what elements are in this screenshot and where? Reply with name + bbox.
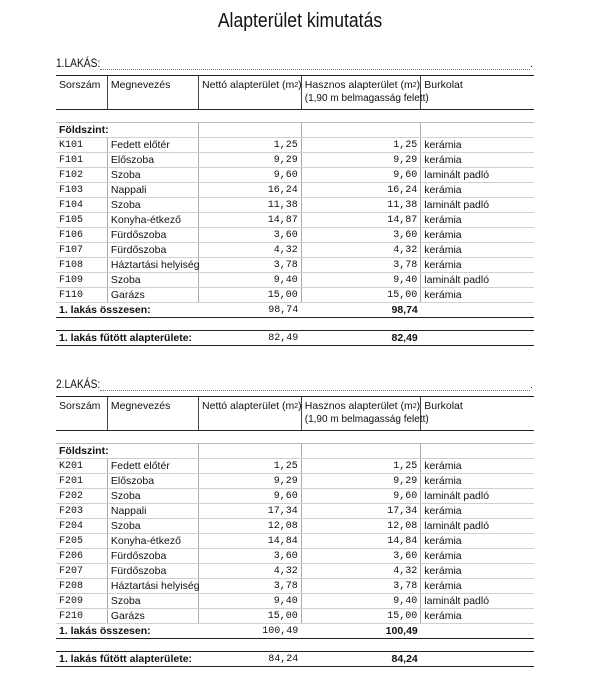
header-sorszam: Sorszám [56, 397, 107, 431]
room-name: Szoba [107, 489, 198, 504]
table-row [56, 474, 534, 489]
room-hasznos: 15,00 [301, 609, 421, 624]
room-code: F207 [56, 564, 107, 579]
heated-area-row [56, 331, 534, 346]
floor-row [56, 444, 534, 459]
spacer-cell [301, 431, 421, 444]
apartment-2-section [56, 377, 534, 667]
spacer-cell [107, 318, 198, 331]
spacer-cell [199, 431, 302, 444]
room-hasznos: 17,34 [301, 504, 421, 519]
room-name: Fürdőszoba [107, 228, 198, 243]
section-label-line [56, 56, 534, 70]
room-netto: 4,32 [199, 564, 302, 579]
room-netto: 3,78 [199, 579, 302, 594]
room-netto: 17,34 [199, 504, 302, 519]
squared-superscript: 2 [412, 82, 417, 89]
total-label: 1. lakás összesen: [56, 624, 199, 639]
room-burkolat: kerámia [421, 288, 534, 303]
squared-superscript: 2 [294, 82, 299, 89]
spacer-cell [421, 639, 534, 652]
header-netto-close: ) [298, 79, 302, 91]
room-burkolat: kerámia [421, 474, 534, 489]
spacer-cell [56, 639, 107, 652]
room-hasznos: 9,60 [301, 168, 421, 183]
header-hasznos-close: ) [416, 79, 421, 91]
spacer-cell [107, 431, 198, 444]
table-row [56, 138, 534, 153]
area-table [56, 75, 534, 346]
room-burkolat: kerámia [421, 183, 534, 198]
room-hasznos: 4,32 [301, 564, 421, 579]
line-end-dot: . [530, 59, 533, 70]
room-hasznos: 3,60 [301, 228, 421, 243]
table-row [56, 564, 534, 579]
spacer-cell [107, 110, 198, 123]
total-netto: 100,49 [199, 624, 302, 639]
room-code: K101 [56, 138, 107, 153]
total-empty [421, 303, 534, 318]
room-code: F205 [56, 534, 107, 549]
room-burkolat: laminált padló [421, 168, 534, 183]
header-netto [199, 397, 302, 431]
room-netto: 11,38 [199, 198, 302, 213]
section-label-line [56, 377, 534, 391]
room-code: F108 [56, 258, 107, 273]
spacer-cell [56, 431, 107, 444]
room-hasznos: 11,38 [301, 198, 421, 213]
table-row [56, 459, 534, 474]
room-name: Fedett előtér [107, 138, 198, 153]
room-code: F208 [56, 579, 107, 594]
spacer-cell [301, 110, 421, 123]
room-burkolat: kerámia [421, 213, 534, 228]
room-hasznos: 1,25 [301, 459, 421, 474]
room-burkolat: kerámia [421, 228, 534, 243]
floor-cell [421, 444, 534, 459]
room-netto: 16,24 [199, 183, 302, 198]
heated-empty [421, 331, 534, 346]
table-row [56, 198, 534, 213]
header-netto-label: Nettó alapterület (m [202, 79, 295, 91]
room-name: Szoba [107, 198, 198, 213]
table-row [56, 228, 534, 243]
room-name: Szoba [107, 273, 198, 288]
area-table [56, 396, 534, 667]
spacer-row [56, 110, 534, 123]
room-name: Háztartási helyiség [107, 258, 198, 273]
header-hasznos [301, 397, 429, 431]
document-title: Alapterület kimutatás [217, 10, 383, 32]
room-hasznos: 3,78 [301, 258, 421, 273]
heated-netto: 82,49 [199, 331, 302, 346]
room-burkolat: laminált padló [421, 273, 534, 288]
room-code: F104 [56, 198, 107, 213]
line-end-dot: . [530, 380, 533, 391]
table-row [56, 168, 534, 183]
total-netto: 98,74 [199, 303, 302, 318]
spacer-row [56, 318, 534, 331]
room-hasznos: 9,40 [301, 273, 421, 288]
room-netto: 9,29 [199, 153, 302, 168]
room-netto: 9,29 [199, 474, 302, 489]
heated-hasznos: 82,49 [301, 331, 421, 346]
heated-label: 1. lakás fűtött alapterülete: [56, 652, 199, 667]
total-hasznos: 100,49 [301, 624, 421, 639]
room-burkolat: kerámia [421, 549, 534, 564]
room-hasznos: 12,08 [301, 519, 421, 534]
room-hasznos: 14,84 [301, 534, 421, 549]
spacer-cell [301, 318, 421, 331]
room-burkolat: kerámia [421, 534, 534, 549]
room-name: Fedett előtér [107, 459, 198, 474]
floor-cell [199, 444, 302, 459]
header-burkolat: Burkolat [421, 76, 534, 110]
heated-area-row [56, 652, 534, 667]
total-label: 1. lakás összesen: [56, 303, 199, 318]
room-netto: 9,60 [199, 489, 302, 504]
room-netto: 3,60 [199, 549, 302, 564]
room-hasznos: 9,40 [301, 594, 421, 609]
squared-superscript: 2 [294, 403, 299, 410]
room-netto: 12,08 [199, 519, 302, 534]
floor-cell [421, 123, 534, 138]
room-code: F201 [56, 474, 107, 489]
room-code: F110 [56, 288, 107, 303]
room-name: Nappali [107, 504, 198, 519]
room-netto: 3,60 [199, 228, 302, 243]
room-burkolat: kerámia [421, 153, 534, 168]
dotted-fill-line [100, 380, 530, 391]
room-name: Nappali [107, 183, 198, 198]
room-code: F106 [56, 228, 107, 243]
table-row [56, 534, 534, 549]
spacer-cell [199, 639, 302, 652]
total-hasznos: 98,74 [301, 303, 421, 318]
header-sorszam: Sorszám [56, 76, 107, 110]
floor-cell [199, 123, 302, 138]
section-label: 2.LAKÁS: [56, 377, 101, 391]
room-netto: 14,87 [199, 213, 302, 228]
room-name: Szoba [107, 519, 198, 534]
room-hasznos: 3,78 [301, 579, 421, 594]
room-burkolat: kerámia [421, 579, 534, 594]
room-netto: 9,40 [199, 594, 302, 609]
room-code: K201 [56, 459, 107, 474]
room-code: F210 [56, 609, 107, 624]
room-name: Fürdőszoba [107, 243, 198, 258]
total-row [56, 624, 534, 639]
table-header-row [56, 76, 534, 110]
table-row [56, 153, 534, 168]
room-burkolat: kerámia [421, 609, 534, 624]
room-burkolat: kerámia [421, 564, 534, 579]
heated-empty [421, 652, 534, 667]
table-row [56, 489, 534, 504]
table-row [56, 519, 534, 534]
spacer-cell [199, 110, 302, 123]
room-hasznos: 15,00 [301, 288, 421, 303]
room-netto: 1,25 [199, 138, 302, 153]
room-netto: 14,84 [199, 534, 302, 549]
room-netto: 9,40 [199, 273, 302, 288]
header-hasznos-note: (1,90 m belmagasság felett) [304, 414, 429, 425]
table-row [56, 579, 534, 594]
dotted-fill-line [100, 59, 530, 70]
room-burkolat: laminált padló [421, 489, 534, 504]
room-code: F101 [56, 153, 107, 168]
room-code: F202 [56, 489, 107, 504]
section-label: 1.LAKÁS: [56, 56, 101, 70]
total-row [56, 303, 534, 318]
room-name: Konyha-étkező [107, 213, 198, 228]
spacer-cell [421, 318, 534, 331]
spacer-row [56, 639, 534, 652]
squared-superscript: 2 [412, 403, 417, 410]
room-name: Konyha-étkező [107, 534, 198, 549]
header-megnevezes: Megnevezés [107, 397, 198, 431]
room-name: Háztartási helyiség [107, 579, 198, 594]
table-row [56, 609, 534, 624]
floor-cell [301, 444, 421, 459]
room-name: Előszoba [107, 153, 198, 168]
spacer-cell [421, 431, 534, 444]
heated-hasznos: 84,24 [301, 652, 421, 667]
room-burkolat: laminált padló [421, 519, 534, 534]
room-hasznos: 16,24 [301, 183, 421, 198]
table-row [56, 504, 534, 519]
room-hasznos: 1,25 [301, 138, 421, 153]
apartment-1-section [56, 56, 534, 346]
floor-cell [301, 123, 421, 138]
heated-label: 1. lakás fűtött alapterülete: [56, 331, 199, 346]
spacer-cell [107, 639, 198, 652]
room-code: F204 [56, 519, 107, 534]
room-netto: 15,00 [199, 288, 302, 303]
room-name: Előszoba [107, 474, 198, 489]
header-hasznos-label: Hasznos alapterület (m [304, 79, 413, 91]
room-netto: 3,78 [199, 258, 302, 273]
table-row [56, 258, 534, 273]
spacer-cell [56, 110, 107, 123]
room-hasznos: 3,60 [301, 549, 421, 564]
room-name: Garázs [107, 288, 198, 303]
room-burkolat: kerámia [421, 504, 534, 519]
header-hasznos-note: (1,90 m belmagasság felett) [304, 93, 429, 104]
room-burkolat: laminált padló [421, 198, 534, 213]
table-header-row [56, 397, 534, 431]
room-code: F209 [56, 594, 107, 609]
header-netto-close: ) [298, 400, 302, 412]
room-name: Fürdőszoba [107, 549, 198, 564]
room-name: Garázs [107, 609, 198, 624]
room-code: F103 [56, 183, 107, 198]
spacer-cell [199, 318, 302, 331]
room-code: F206 [56, 549, 107, 564]
room-burkolat: kerámia [421, 243, 534, 258]
room-netto: 9,60 [199, 168, 302, 183]
table-row [56, 594, 534, 609]
room-code: F107 [56, 243, 107, 258]
room-name: Szoba [107, 168, 198, 183]
table-row [56, 273, 534, 288]
room-name: Szoba [107, 594, 198, 609]
table-row [56, 213, 534, 228]
room-netto: 15,00 [199, 609, 302, 624]
room-burkolat: laminált padló [421, 594, 534, 609]
header-netto [199, 76, 302, 110]
room-hasznos: 4,32 [301, 243, 421, 258]
header-hasznos [301, 76, 429, 110]
room-burkolat: kerámia [421, 258, 534, 273]
room-name: Fürdőszoba [107, 564, 198, 579]
room-code: F109 [56, 273, 107, 288]
spacer-cell [421, 110, 534, 123]
room-burkolat: kerámia [421, 459, 534, 474]
table-row [56, 549, 534, 564]
header-netto-label: Nettó alapterület (m [202, 400, 295, 412]
room-code: F105 [56, 213, 107, 228]
table-row [56, 288, 534, 303]
spacer-cell [56, 318, 107, 331]
room-code: F102 [56, 168, 107, 183]
total-empty [421, 624, 534, 639]
header-megnevezes: Megnevezés [107, 76, 198, 110]
room-code: F203 [56, 504, 107, 519]
spacer-cell [301, 639, 421, 652]
room-hasznos: 9,29 [301, 474, 421, 489]
room-burkolat: kerámia [421, 138, 534, 153]
heated-netto: 84,24 [199, 652, 302, 667]
room-hasznos: 14,87 [301, 213, 421, 228]
table-row [56, 243, 534, 258]
room-netto: 4,32 [199, 243, 302, 258]
floor-row [56, 123, 534, 138]
table-row [56, 183, 534, 198]
header-hasznos-label: Hasznos alapterület (m [304, 400, 413, 412]
room-netto: 1,25 [199, 459, 302, 474]
header-burkolat: Burkolat [421, 397, 534, 431]
room-hasznos: 9,29 [301, 153, 421, 168]
floor-label: Földszint: [56, 123, 199, 138]
room-hasznos: 9,60 [301, 489, 421, 504]
header-hasznos-close: ) [416, 400, 421, 412]
spacer-row [56, 431, 534, 444]
floor-label: Földszint: [56, 444, 199, 459]
